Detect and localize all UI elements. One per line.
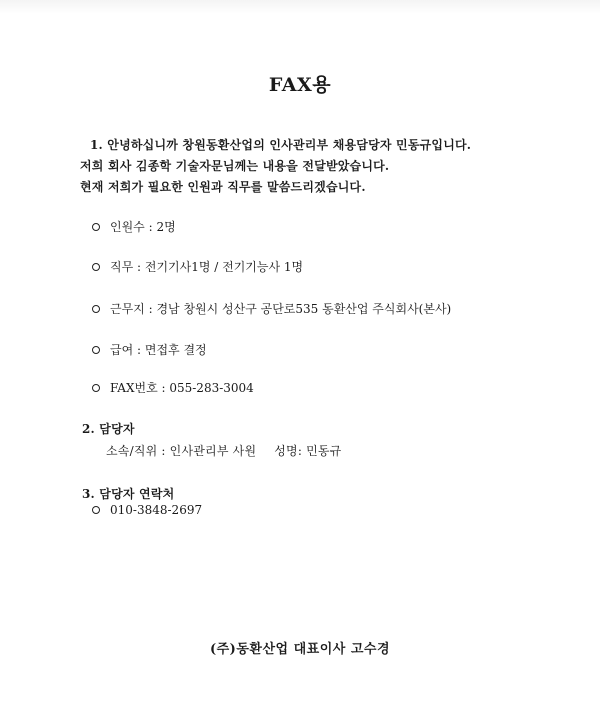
bullet-text: 인원수 : 2명 — [110, 220, 176, 234]
intro-line-3: 현재 저희가 필요한 인원과 직무를 말씀드리겠습니다. — [80, 180, 366, 194]
intro-line-2: 저희 회사 김종학 기술자문님께는 내용을 전달받았습니다. — [80, 159, 390, 173]
circle-bullet-icon — [92, 263, 100, 271]
phone-number: 010-3848-2697 — [110, 503, 203, 517]
contact-name: 성명: 민동규 — [274, 444, 342, 458]
signature: (주)동환산업 대표이사 고수경 — [209, 642, 391, 657]
bullet-text: FAX번호 : 055-283-3004 — [110, 381, 254, 395]
intro-line-1: 1. 안녕하십니까 창원동환산업의 인사관리부 채용담당자 민동규입니다. — [90, 138, 472, 152]
circle-bullet-icon — [92, 223, 100, 231]
contact-heading: 2. 담당자 — [82, 422, 135, 436]
phone-heading: 3. 담당자 연락처 — [82, 487, 175, 501]
bullet-duty — [92, 258, 303, 275]
bullet-text: 급여 : 면접후 결정 — [110, 343, 207, 357]
contact-details — [106, 442, 341, 459]
contact-position: 소속/직위 : 인사관리부 사원 — [106, 444, 257, 458]
circle-bullet-icon — [92, 506, 100, 514]
bullet-fax-number — [92, 379, 254, 396]
document-title: FAX용 — [268, 74, 332, 96]
bullet-headcount — [92, 218, 176, 235]
bullet-text: 직무 : 전기기사1명 / 전기기능사 1명 — [110, 260, 304, 274]
bullet-salary — [92, 341, 207, 358]
bullet-workplace — [92, 300, 451, 317]
circle-bullet-icon — [92, 384, 100, 392]
circle-bullet-icon — [92, 346, 100, 354]
circle-bullet-icon — [92, 305, 100, 313]
phone-number-row — [92, 503, 202, 517]
bullet-text: 근무지 : 경남 창원시 성산구 공단로535 동환산업 주식회사(본사) — [110, 302, 452, 316]
